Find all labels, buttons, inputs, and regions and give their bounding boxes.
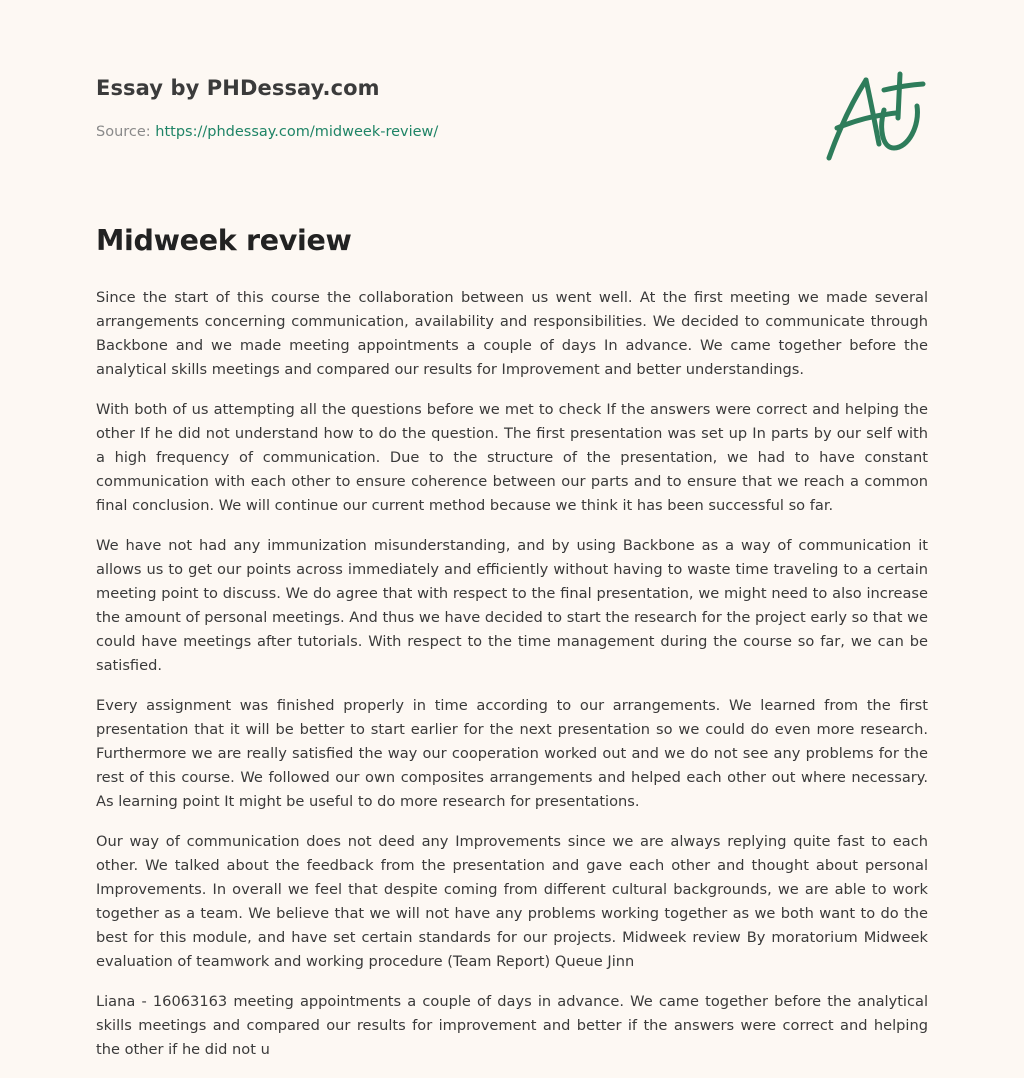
essay-paragraph: Since the start of this course the collaboration between us went well. At the first meeting we made several arrangements concerning communication, availability and responsibilities. We decided to communicate through Backbone and we made meeting appointments a couple of days In advance. We came together before the analytical skills meetings and compared our results for Improvement and better understandings. [96, 289, 928, 378]
site-brand: Essay by PHDessay.com [96, 76, 380, 100]
source-link[interactable]: https://phdessay.com/midweek-review/ [155, 124, 439, 140]
essay-body [96, 286, 928, 1078]
essay-paragraph: We have not had any immunization misunderstanding, and by using Backbone as a way of communication it allows us to get our points across immediately and efficiently without having to waste time traveling to a certain meeting point to discuss. We do agree that with respect to the final presentation, we might need to also increase the amount of personal meetings. And thus we have decided to start the research for the project early so that we could have meetings after tutorials. With respect to the time management during the course so far, we can be satisfied. [96, 537, 928, 674]
page-header [96, 76, 438, 140]
essay-paragraph: With both of us attempting all the questions before we met to check If the answers were correct and helping the other If he did not understand how to do the question. The first presentation was set up In parts by our self with a high frequency of communication. Due to the structure of the presentation, we had to have constant communication with each other to ensure coherence between our parts and to ensure that we reach a common final conclusion. We will continue our current method because we think it has been successful so far. [96, 401, 928, 514]
essay-paragraph: Every assignment was finished properly in time according to our arrangements. We learned from the first presentation that it will be better to start earlier for the next presentation so we could do even more research. Furthermore we are really satisfied the way our cooperation worked out and we do not see any problems for the rest of this course. We followed our own composites arrangements and helped each other out where necessary. As learning point It might be useful to do more research for presentations. [96, 697, 928, 810]
essay-title: Midweek review [96, 224, 352, 257]
a-plus-grade-icon [822, 68, 926, 164]
source-label: Source: [96, 124, 156, 140]
essay-paragraph: Liana - 16063163 meeting appointments a couple of days in advance. We came together before the analytical skills meetings and compared our results for improvement and better if the answers were correct and helping the other if he did not u [96, 993, 928, 1058]
source-line [96, 124, 438, 140]
essay-paragraph: Our way of communication does not deed any Improvements since we are always replying quite fast to each other. We talked about the feedback from the presentation and gave each other and thought about personal Improvements. In overall we feel that despite coming from different cultural backgrounds, we are able to work together as a team. We believe that we will not have any problems working together as we both want to do the best for this module, and have set certain standards for our projects. Midweek review By moratorium Midweek evaluation of teamwork and working procedure (Team Report) Queue Jinn [96, 833, 928, 970]
